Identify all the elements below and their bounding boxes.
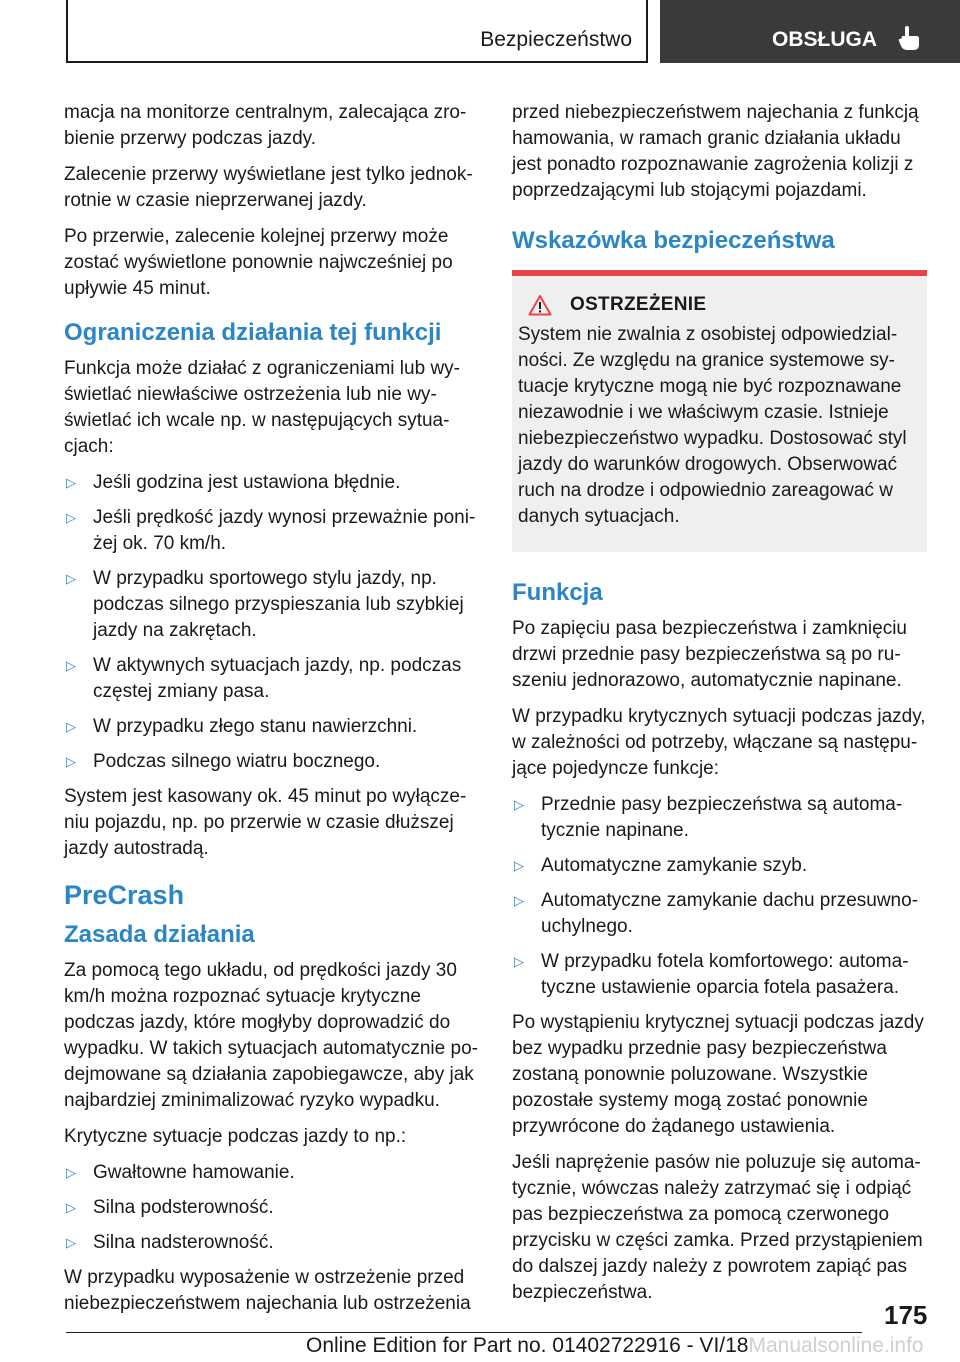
list-item: ▷ W przypadku fotela komfortowego: automatyczne ustawienie oparcia fotela pasażera.	[514, 951, 909, 998]
limitations-list	[64, 470, 479, 775]
list-item: ▷ W przypadku złego stanu nawierzchni.	[64, 714, 479, 740]
left-column	[64, 100, 479, 1327]
footer-rule	[66, 1332, 862, 1333]
warning-header	[518, 294, 921, 316]
header-chapter-title: OBSŁUGA	[772, 28, 877, 51]
paragraph: Funkcja może działać z ograniczeniami lub wyświetlać niewłaściwe ostrzeżenia lub nie wyświetlać ich wcale np. w następujących sytuacjach:	[64, 358, 460, 457]
heading-limitations: Ograniczenia działania tej funkcji	[64, 319, 442, 346]
list-item: ▷ Przednie pasy bezpieczeństwa są automatycznie napinane.	[514, 794, 903, 841]
paragraph: Po przerwie, zalecenie kolejnej przerwy może zostać wyświetlone ponownie najwcześniej po upływie 45 minut.	[64, 226, 453, 299]
triangle-bullet-icon: ▷	[66, 571, 76, 586]
list-item: ▷ Silna nadsterowność.	[64, 1230, 479, 1256]
paragraph: W przypadku krytycznych sytuacji podczas jazdy, w zależności od potrzeby, włączane są następujące pojedyncze funkcje:	[512, 706, 926, 779]
edition-text: Online Edition for Part no. 01402722916 - VI/18	[306, 1334, 749, 1357]
header-section-title: Bezpieczeństwo	[480, 28, 632, 51]
list-item: ▷ Jeśli prędkość jazdy wynosi przeważnie poniżej ok. 70 km/h.	[66, 507, 476, 554]
hand-pointer-icon	[896, 24, 922, 52]
page-number: 175	[884, 1300, 928, 1330]
triangle-bullet-icon: ▷	[514, 797, 524, 812]
triangle-bullet-icon: ▷	[514, 858, 524, 873]
paragraph: macja na monitorze centralnym, zalecająca zrobienie przerwy podczas jazdy.	[64, 102, 467, 149]
paragraph: przed niebezpieczeństwem najechania z funkcją hamowania, w ramach granic działania układu jest ponadto rozpoznawanie zagrożenia kolizji z poprzedzającymi lub stojącymi pojazdami.	[512, 102, 919, 201]
paragraph: Jeśli naprężenie pasów nie poluzuje się automatycznie, wówczas należy zatrzymać się i odpiąć pas bezpieczeństwa za pomocą czerwonego przycisku w części zamka. Przed przystąpieniem do dalszej jazdy należy z powrotem zapiąć pas bezpieczeństwa.	[512, 1152, 923, 1303]
right-column	[512, 100, 927, 1316]
list-item: ▷ W przypadku sportowego stylu jazdy, np. podczas silnego przyspieszania lub szybkiej jazdy na zakrętach.	[66, 568, 464, 641]
paragraph: Po wystąpieniu krytycznej sytuacji podczas jazdy bez wypadku przednie pasy bezpieczeństwa zostaną ponownie poluzowane. Wszystkie pozostałe systemy mogą zostać ponownie przywrócone do żądanego ustawienia.	[512, 1012, 924, 1137]
functions-list	[512, 792, 927, 1001]
triangle-bullet-icon: ▷	[66, 1235, 76, 1250]
triangle-bullet-icon: ▷	[66, 658, 76, 673]
warning-title: OSTRZEŻENIE	[570, 294, 707, 315]
header-chapter-tab	[660, 0, 960, 63]
list-item: ▷ Automatyczne zamykanie szyb.	[512, 853, 927, 879]
footer-edition	[306, 1334, 924, 1358]
paragraph: System jest kasowany ok. 45 minut po wyłączeniu pojazdu, np. po przerwie w czasie dłuższej jazdy autostradą.	[64, 786, 467, 859]
triangle-bullet-icon: ▷	[514, 954, 524, 969]
heading-precrash: PreCrash	[64, 880, 185, 910]
list-item: ▷ Silna podsterowność.	[64, 1195, 479, 1221]
warning-box	[512, 276, 927, 552]
paragraph: Za pomocą tego układu, od prędkości jazdy 30 km/h można rozpoznać sytuacje krytyczne podczas jazdy, które mogłyby doprowadzić do wypadku. W takich sytuacjach automatycznie podejmowane są działania zapobiegawcze, aby jak najbardziej zminimalizować ryzyko wypadku.	[64, 960, 478, 1111]
paragraph: Po zapięciu pasa bezpieczeństwa i zamknięciu drzwi przednie pasy bezpieczeństwa są po ruszeniu jednorazowo, automatycznie napinane.	[512, 618, 907, 691]
critical-situations-list	[64, 1160, 479, 1256]
list-item: ▷ W aktywnych sytuacjach jazdy, np. podczas częstej zmiany pasa.	[66, 655, 462, 702]
heading-function: Funkcja	[512, 579, 603, 606]
list-item: ▷ Podczas silnego wiatru bocznego.	[64, 749, 479, 775]
warning-text: System nie zwalnia z osobistej odpowiedzialności. Ze względu na granice systemowe sytuacje krytyczne mogą nie być rozpoznawane niezawodnie i we właściwym czasie. Istnieje niebezpieczeństwo wypadku. Dostosować styl jazdy do warunków drogowych. Obserwować ruch na drodze i odpowiednio zareagować w danych sytuacjach.	[518, 324, 907, 527]
triangle-bullet-icon: ▷	[66, 719, 76, 734]
triangle-bullet-icon: ▷	[514, 893, 524, 908]
paragraph: Krytyczne sytuacje podczas jazdy to np.:	[64, 1126, 407, 1147]
list-item: ▷ Automatyczne zamykanie dachu przesuwno-uchylnego.	[514, 890, 919, 937]
triangle-bullet-icon: ▷	[66, 510, 76, 525]
triangle-bullet-icon: ▷	[66, 754, 76, 769]
watermark-text: Manualsonline.info	[748, 1334, 924, 1357]
heading-safety-note: Wskazówka bezpieczeństwa	[512, 227, 835, 254]
list-item: ▷ Jeśli godzina jest ustawiona błędnie.	[64, 470, 479, 496]
triangle-bullet-icon: ▷	[66, 475, 76, 490]
warning-triangle-icon	[528, 294, 552, 316]
paragraph: W przypadku wyposażenie w ostrzeżenie przed niebezpieczeństwem najechania lub ostrzeżenia	[64, 1267, 471, 1314]
triangle-bullet-icon: ▷	[66, 1200, 76, 1215]
paragraph: Zalecenie przerwy wyświetlane jest tylko jednokrotnie w czasie nieprzerwanej jazdy.	[64, 164, 473, 211]
header-section-tab	[66, 0, 648, 63]
triangle-bullet-icon: ▷	[66, 1165, 76, 1180]
list-item: ▷ Gwałtowne hamowanie.	[64, 1160, 479, 1186]
heading-principle: Zasada działania	[64, 921, 255, 948]
